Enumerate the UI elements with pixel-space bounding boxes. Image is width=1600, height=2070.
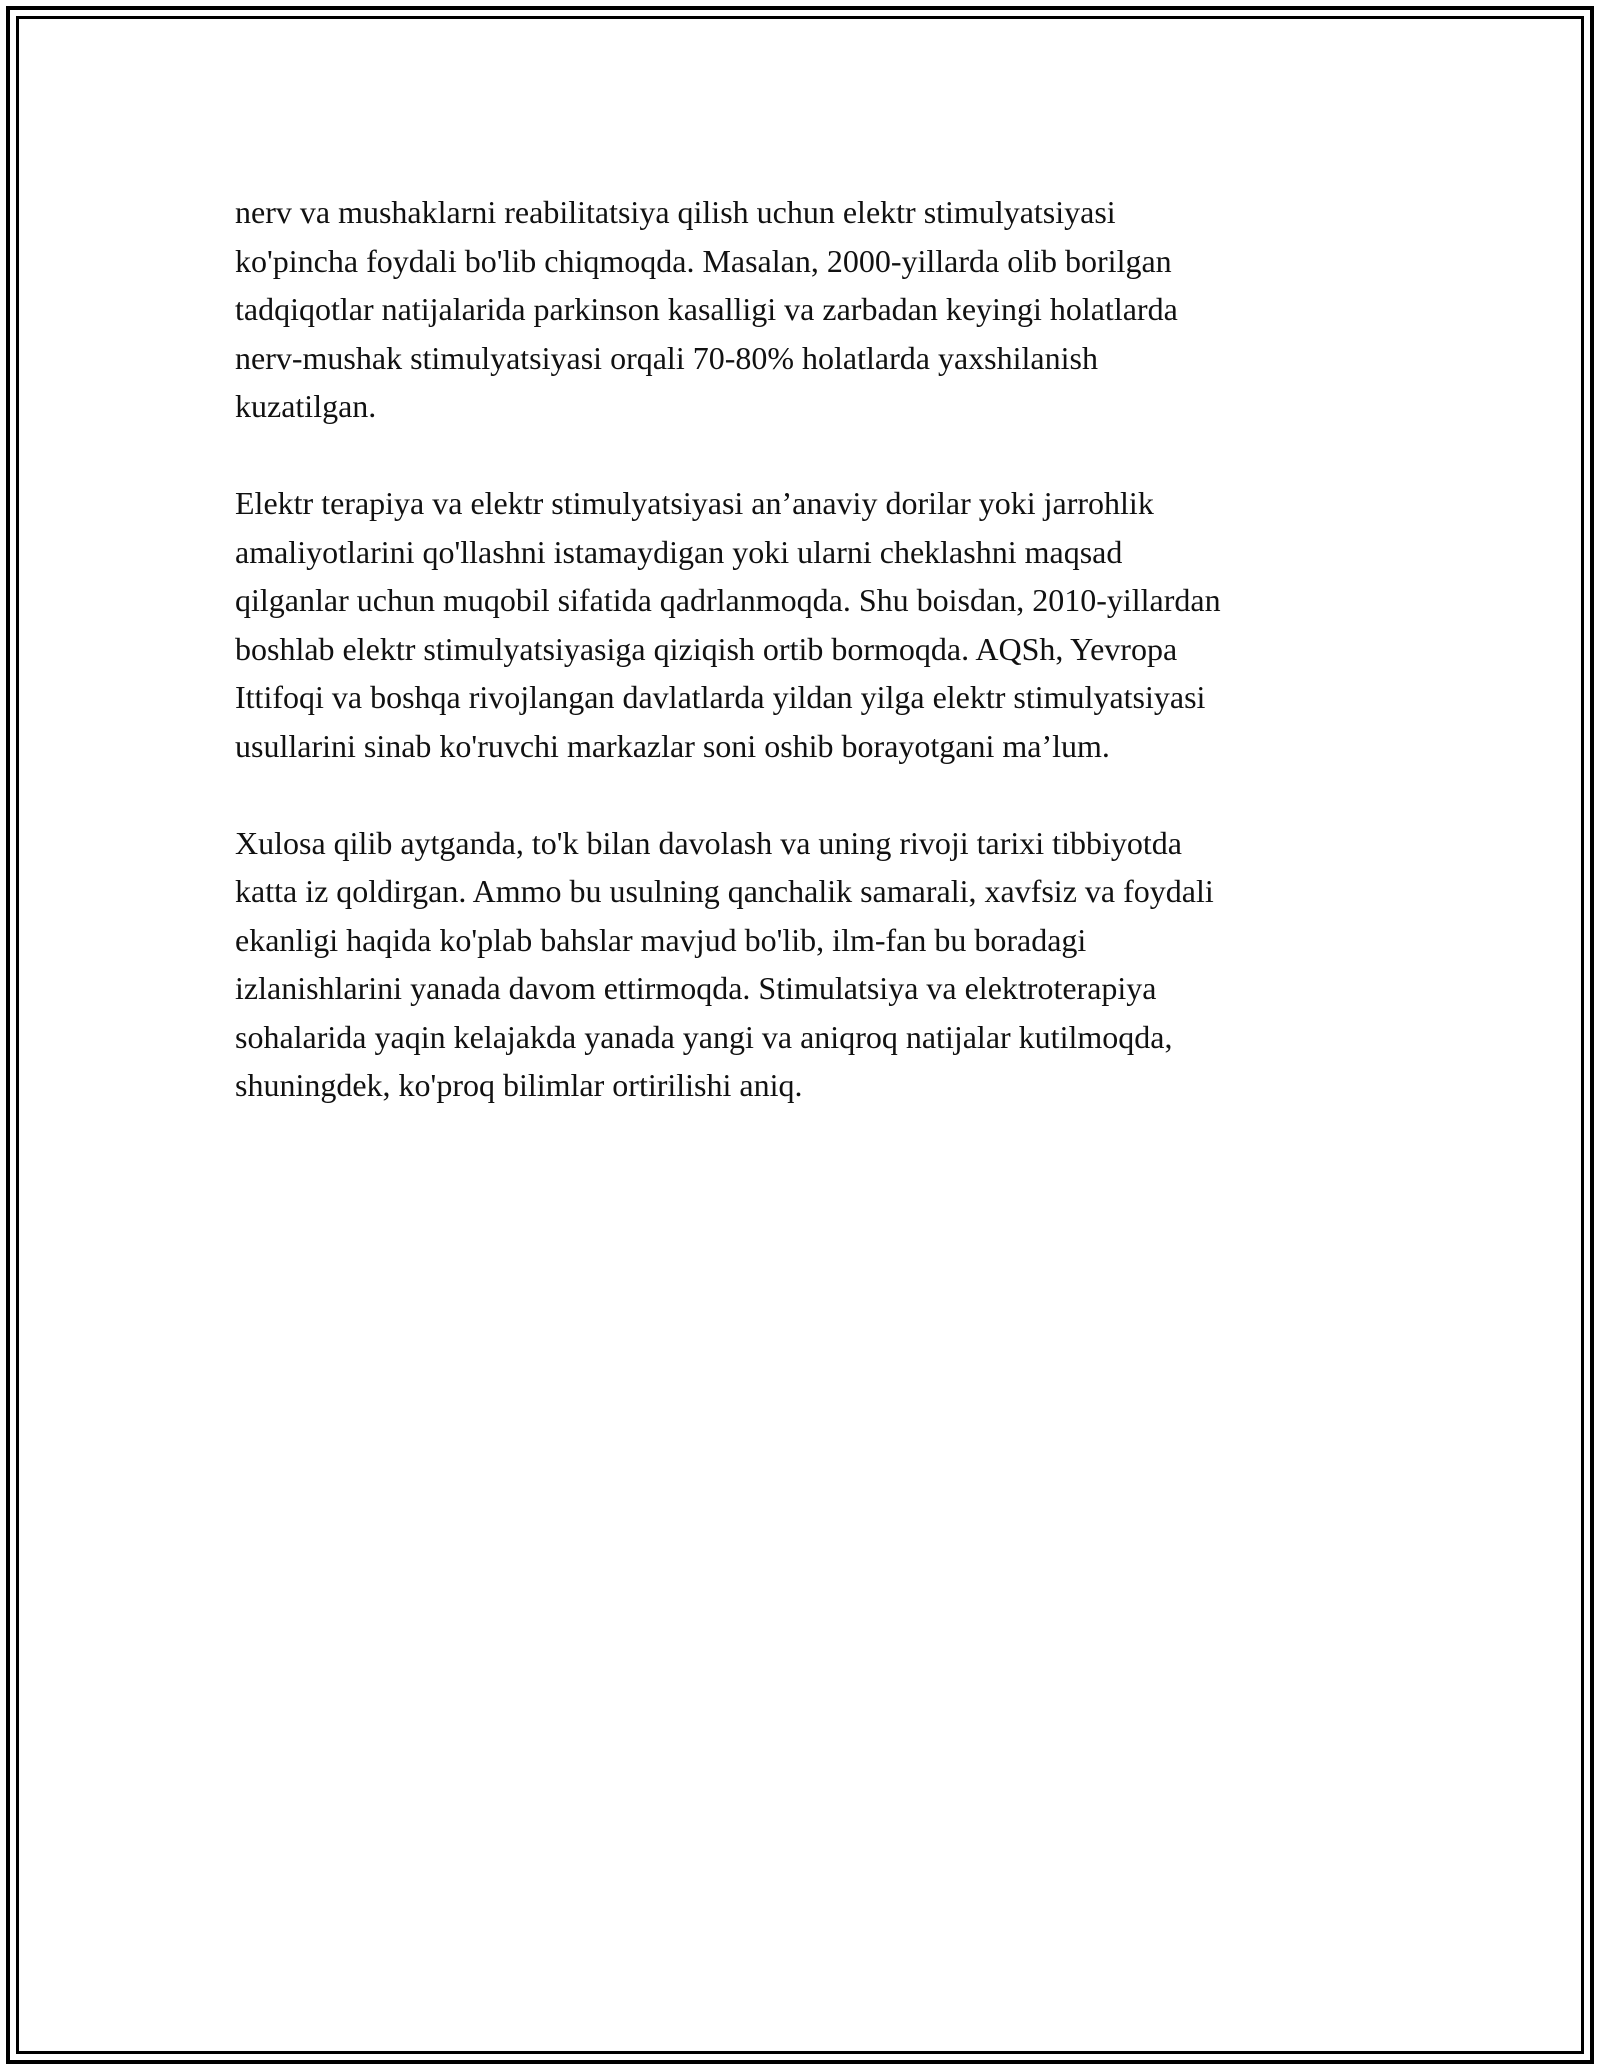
text-line: tadqiqotlar natijalarida parkinson kasalligi va zarbadan keyingi holatlarda (235, 291, 1178, 327)
text-line: amaliyotlarini qo'llashni istamaydigan yoki ularni cheklashni maqsad (235, 533, 1123, 570)
document-body (235, 188, 1375, 1158)
text-line: Elektr terapiya va elektr stimulyatsiyasi an’anaviy dorilar yoki jarrohlik (235, 485, 1154, 521)
text-line: kuzatilgan. (235, 388, 377, 424)
text-line: Xulosa qilib aytganda, to'k bilan davolash va uning rivoji tarixi tibbiyotda (235, 824, 1182, 861)
paragraph-3 (235, 819, 1375, 1110)
text-line: shuningdek, ko'proq bilimlar ortirilishi aniq. (235, 1067, 803, 1103)
text-line: Ittifoqi va boshqa rivojlangan davlatlarda yildan yilga elektr stimulyatsiyasi (235, 679, 1206, 715)
text-line: boshlab elektr stimulyatsiyasiga qiziqish ortib bormoqda. AQSh, Yevropa (235, 630, 1178, 667)
text-line: izlanishlarini yanada davom ettirmoqda. Stimulatsiya va elektroterapiya (235, 970, 1157, 1006)
text-line: katta iz qoldirgan. Ammo bu usulning qanchalik samarali, xavfsiz va foydali (235, 873, 1214, 909)
text-line: usullarini sinab ko'ruvchi markazlar soni oshib borayotgani ma’lum. (235, 727, 1110, 764)
text-line: ko'pincha foydali bo'lib chiqmoqda. Masalan, 2000-yillarda olib borilgan (235, 242, 1172, 279)
paragraph-1 (235, 188, 1375, 431)
text-line: qilganlar uchun muqobil sifatida qadrlanmoqda. Shu boisdan, 2010-yillardan (235, 582, 1221, 618)
text-line: sohalarida yaqin kelajakda yanada yangi va aniqroq natijalar kutilmoqda, (235, 1018, 1173, 1055)
paragraph-2 (235, 479, 1375, 770)
text-line: nerv-mushak stimulyatsiyasi orqali 70-80% holatlarda yaxshilanish (235, 339, 1098, 376)
text-line: nerv va mushaklarni reabilitatsiya qilish uchun elektr stimulyatsiyasi (235, 194, 1116, 230)
text-line: ekanligi haqida ko'plab bahslar mavjud bo'lib, ilm-fan bu boradagi (235, 921, 1087, 958)
